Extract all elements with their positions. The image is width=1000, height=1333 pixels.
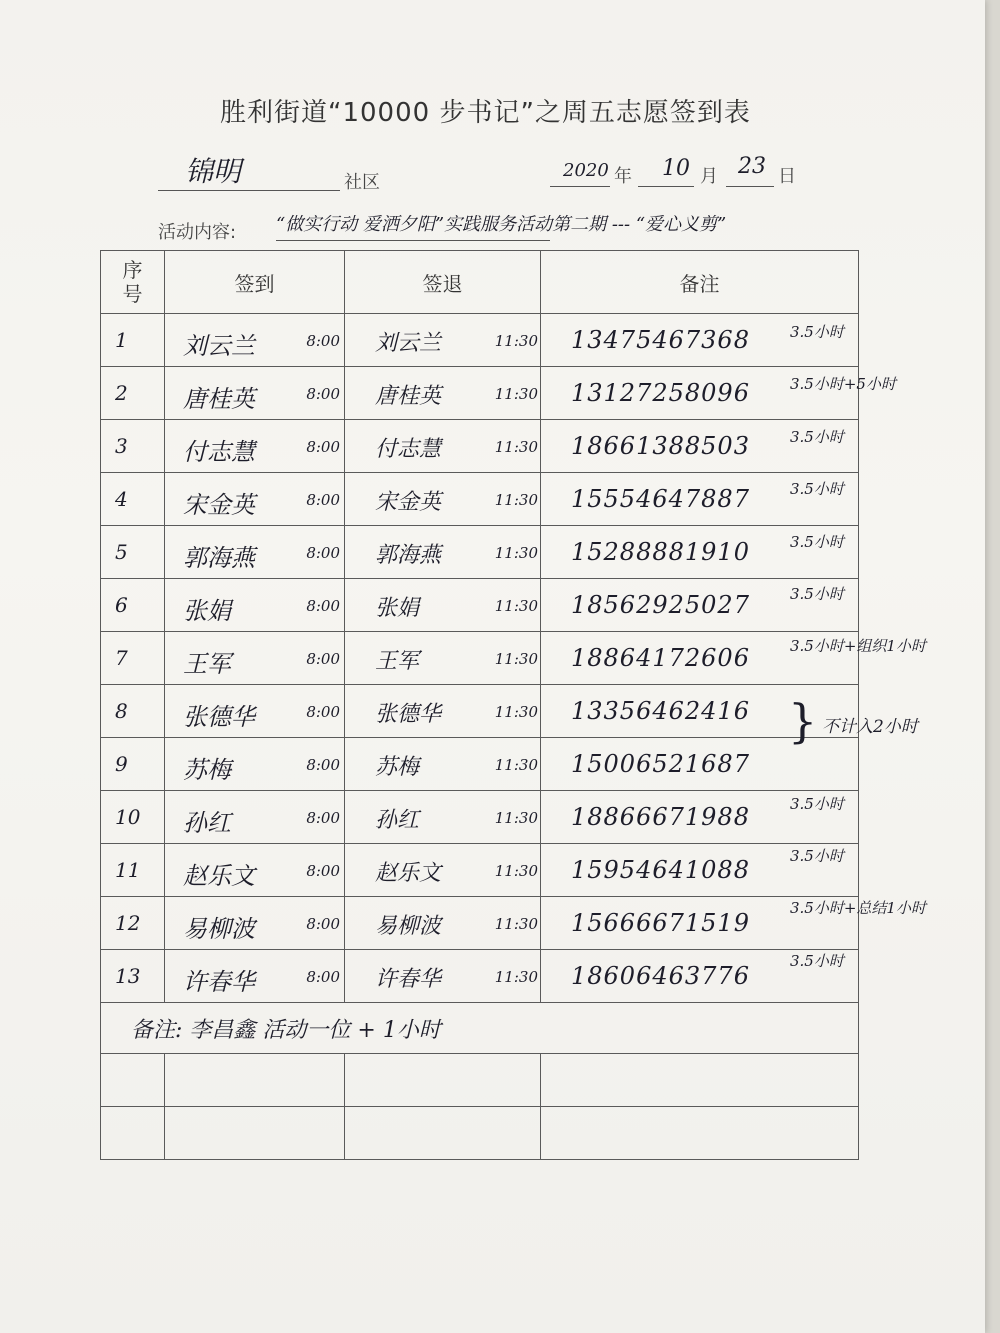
- table-row: [101, 685, 859, 738]
- row-number-cell: [101, 420, 165, 473]
- blank-cell: [345, 1054, 541, 1107]
- sign-out-cell: [345, 950, 541, 1003]
- sign-out-name: 赵乐文: [375, 861, 442, 886]
- row-number: 1: [115, 328, 128, 352]
- sign-out-time: 11:30: [494, 438, 538, 456]
- phone-number: 15288881910: [571, 538, 750, 566]
- blank-row: [101, 1054, 859, 1107]
- sign-in-cell: [165, 685, 345, 738]
- blank-cell: [345, 1107, 541, 1160]
- activity-underline: [276, 240, 550, 241]
- phone-number: 18864172606: [571, 644, 750, 672]
- sign-in-time: 8:00: [306, 544, 340, 562]
- phone-number: 13356462416: [571, 697, 750, 725]
- hours-note: 3.5小时+5小时: [790, 375, 896, 394]
- phone-number: 13127258096: [571, 379, 750, 407]
- table-row: [101, 473, 859, 526]
- community-name: 锦明: [185, 155, 242, 188]
- column-header-sign-in: 签到: [165, 251, 345, 314]
- column-header-no-label: 序号: [122, 258, 143, 306]
- sign-in-cell: [165, 526, 345, 579]
- row-number: 11: [115, 858, 141, 882]
- table-header-row: [101, 251, 859, 314]
- phone-number: 13475467368: [571, 326, 750, 354]
- hours-note: 3.5小时: [790, 323, 844, 341]
- community-suffix: 社区: [344, 172, 380, 193]
- row-number-cell: [101, 526, 165, 579]
- table-row: [101, 526, 859, 579]
- sign-out-name: 刘云兰: [375, 331, 442, 356]
- row-number-cell: [101, 791, 165, 844]
- sign-in-cell: [165, 844, 345, 897]
- month-underline: [638, 186, 694, 187]
- sign-out-cell: [345, 791, 541, 844]
- sign-in-cell: [165, 579, 345, 632]
- row-number: 13: [115, 964, 141, 988]
- sign-in-name: 易柳波: [183, 915, 255, 943]
- sign-out-name: 张娟: [375, 596, 420, 621]
- sign-in-time: 8:00: [306, 862, 340, 880]
- sign-out-name: 郭海燕: [375, 543, 442, 568]
- day-underline: [726, 186, 774, 187]
- sign-in-cell: [165, 738, 345, 791]
- hours-note: 3.5小时: [790, 427, 844, 446]
- sign-in-time: 8:00: [306, 438, 340, 456]
- date-month: 10: [662, 156, 690, 181]
- hours-note: 3.5小时+总结1小时: [790, 899, 926, 918]
- phone-number: 18606463776: [571, 962, 750, 990]
- phone-number: 15554647887: [571, 485, 750, 513]
- sign-out-cell: [345, 420, 541, 473]
- sign-out-cell: [345, 844, 541, 897]
- sign-in-name: 王军: [183, 650, 231, 678]
- row-number-cell: [101, 844, 165, 897]
- phone-number: 18661388503: [571, 432, 750, 460]
- sign-in-cell: [165, 632, 345, 685]
- sign-out-time: 11:30: [494, 809, 538, 827]
- sign-out-name: 许春华: [375, 967, 442, 992]
- blank-cell: [101, 1107, 165, 1160]
- blank-cell: [165, 1054, 345, 1107]
- table-row: [101, 844, 859, 897]
- community-underline: [158, 190, 340, 191]
- sign-in-name: 唐桂英: [183, 385, 255, 413]
- row-number: 8: [115, 699, 128, 723]
- sign-in-time: 8:00: [306, 703, 340, 721]
- footer-note: 备注: 李昌鑫 活动一位 + 1小时: [131, 1018, 441, 1043]
- date-year-unit: 年: [614, 166, 632, 187]
- sign-out-name: 王军: [375, 649, 420, 674]
- sign-in-name: 张德华: [183, 703, 255, 731]
- sign-in-time: 8:00: [306, 385, 340, 403]
- row-number-cell: [101, 473, 165, 526]
- sign-out-time: 11:30: [494, 650, 538, 668]
- date-month-unit: 月: [700, 166, 718, 187]
- row-number: 3: [115, 434, 128, 458]
- sign-out-cell: [345, 632, 541, 685]
- hours-note: 3.5小时+组织1小时: [790, 637, 926, 656]
- sign-out-time: 11:30: [494, 491, 538, 509]
- phone-number: 15954641088: [571, 856, 750, 884]
- sign-in-name: 许春华: [183, 968, 255, 996]
- hours-note: 3.5小时: [790, 532, 844, 551]
- sign-out-time: 11:30: [494, 544, 538, 562]
- row-number-cell: [101, 897, 165, 950]
- table-row: [101, 632, 859, 685]
- hours-note: 3.5小时: [790, 847, 844, 865]
- table-row: [101, 950, 859, 1003]
- sign-in-name: 刘云兰: [183, 332, 255, 360]
- sign-out-time: 11:30: [494, 597, 538, 615]
- footer-note-cell: [101, 1003, 859, 1054]
- group-note: 不计入2小时: [822, 717, 918, 737]
- table-row: [101, 738, 859, 791]
- phone-number: 18562925027: [571, 591, 750, 619]
- sign-in-cell: [165, 897, 345, 950]
- row-number-cell: [101, 685, 165, 738]
- date-day: 23: [738, 154, 766, 179]
- blank-row: [101, 1107, 859, 1160]
- sign-in-time: 8:00: [306, 809, 340, 827]
- sign-in-cell: [165, 473, 345, 526]
- sign-in-name: 苏梅: [183, 756, 231, 784]
- row-number: 9: [115, 752, 128, 776]
- sign-out-time: 11:30: [494, 332, 538, 350]
- hours-note: 3.5小时: [790, 480, 844, 499]
- row-number-cell: [101, 367, 165, 420]
- activity-value: “做实行动 爱洒夕阳”实践服务活动第二期 --- “爱心义剪”: [276, 214, 727, 235]
- row-number: 12: [115, 911, 141, 935]
- blank-cell: [101, 1054, 165, 1107]
- sign-in-time: 8:00: [306, 332, 340, 350]
- sign-out-cell: [345, 685, 541, 738]
- row-number-cell: [101, 579, 165, 632]
- sign-in-cell: [165, 420, 345, 473]
- row-number-cell: [101, 950, 165, 1003]
- blank-cell: [165, 1107, 345, 1160]
- sign-in-time: 8:00: [306, 597, 340, 615]
- sign-out-name: 张德华: [375, 702, 442, 727]
- row-number: 6: [115, 593, 128, 617]
- column-header-no: [101, 251, 165, 314]
- sign-in-name: 郭海燕: [183, 544, 255, 572]
- sign-out-cell: [345, 526, 541, 579]
- phone-number: 15666671519: [571, 909, 750, 937]
- phone-number: 15006521687: [571, 750, 750, 778]
- sign-in-time: 8:00: [306, 650, 340, 668]
- row-number-cell: [101, 632, 165, 685]
- sign-in-cell: [165, 950, 345, 1003]
- sign-out-name: 易柳波: [375, 914, 442, 939]
- sheet-title: 胜利街道“10000 步书记”之周五志愿签到表: [220, 98, 751, 128]
- year-underline: [550, 186, 610, 187]
- sign-out-cell: [345, 367, 541, 420]
- sign-out-cell: [345, 314, 541, 367]
- sign-in-table: [100, 250, 859, 1160]
- sign-out-name: 孙红: [375, 808, 420, 833]
- sign-in-time: 8:00: [306, 756, 340, 774]
- sign-out-time: 11:30: [494, 968, 538, 986]
- sign-out-name: 唐桂英: [375, 384, 442, 409]
- table-row: [101, 791, 859, 844]
- sign-out-name: 苏梅: [375, 755, 420, 780]
- sign-in-name: 张娟: [183, 597, 231, 625]
- row-number-cell: [101, 314, 165, 367]
- row-number: 5: [115, 540, 128, 564]
- hours-note: 3.5小时: [790, 794, 844, 813]
- sign-in-cell: [165, 367, 345, 420]
- table-row: [101, 314, 859, 367]
- table-row: [101, 579, 859, 632]
- group-brace: }: [788, 694, 818, 748]
- sign-out-cell: [345, 579, 541, 632]
- sign-in-name: 赵乐文: [183, 862, 255, 890]
- table-row: [101, 367, 859, 420]
- row-number: 4: [115, 487, 128, 511]
- blank-cell: [541, 1107, 859, 1160]
- phone-number: 18866671988: [571, 803, 750, 831]
- column-header-note: 备注: [541, 251, 859, 314]
- sign-out-cell: [345, 897, 541, 950]
- hours-note: 3.5小时: [790, 585, 844, 603]
- sign-in-time: 8:00: [306, 915, 340, 933]
- row-number: 10: [115, 805, 141, 829]
- sign-out-name: 宋金英: [375, 490, 442, 515]
- row-number: 2: [115, 381, 128, 405]
- sign-out-time: 11:30: [494, 756, 538, 774]
- date-day-unit: 日: [778, 166, 796, 187]
- sign-in-name: 孙红: [183, 809, 231, 837]
- table-row: [101, 420, 859, 473]
- sign-out-time: 11:30: [494, 915, 538, 933]
- sign-in-cell: [165, 314, 345, 367]
- blank-cell: [541, 1054, 859, 1107]
- sign-in-name: 付志慧: [183, 438, 255, 466]
- table-row: [101, 897, 859, 950]
- sign-out-cell: [345, 738, 541, 791]
- footer-note-row: [101, 1003, 859, 1054]
- sign-out-name: 付志慧: [375, 437, 442, 462]
- sign-out-cell: [345, 473, 541, 526]
- hours-note: 3.5小时: [790, 951, 844, 970]
- activity-label: 活动内容:: [158, 222, 237, 243]
- row-number-cell: [101, 738, 165, 791]
- date-year: 2020: [563, 160, 609, 181]
- sign-out-time: 11:30: [494, 385, 538, 403]
- sign-out-time: 11:30: [494, 703, 538, 721]
- sign-in-time: 8:00: [306, 491, 340, 509]
- sign-in-cell: [165, 791, 345, 844]
- column-header-sign-out: 签退: [345, 251, 541, 314]
- sign-in-time: 8:00: [306, 968, 340, 986]
- row-number: 7: [115, 646, 128, 670]
- sign-out-time: 11:30: [494, 862, 538, 880]
- sign-in-name: 宋金英: [183, 491, 255, 519]
